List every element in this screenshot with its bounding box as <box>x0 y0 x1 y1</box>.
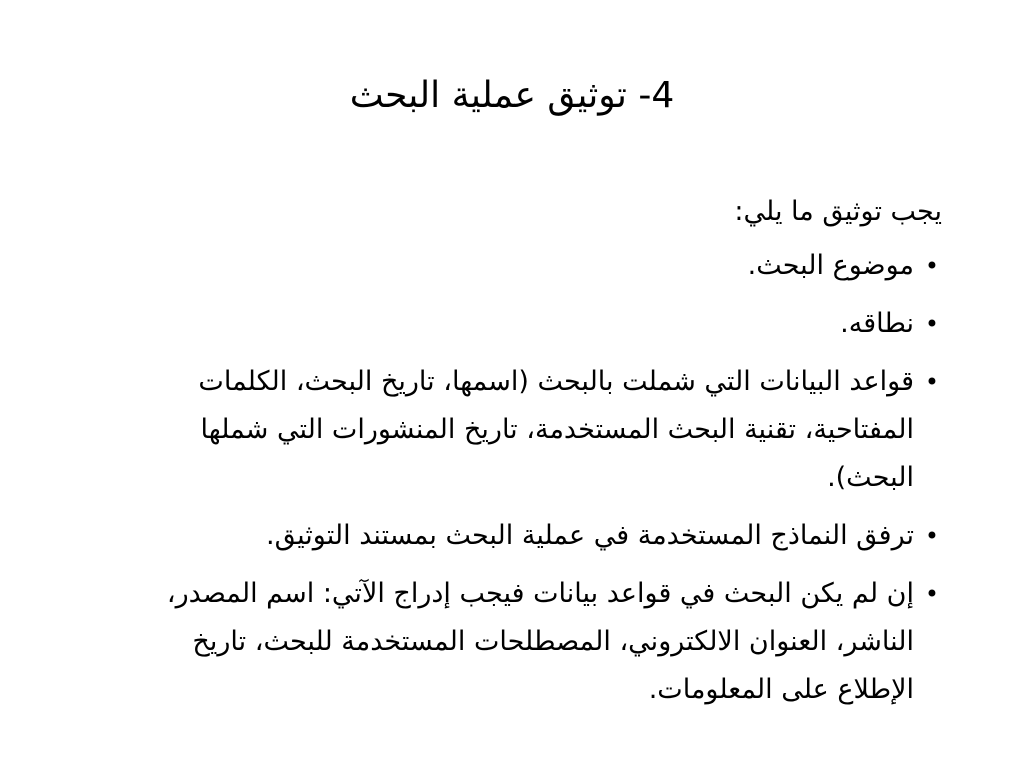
bullet-text: ترفق النماذج المستخدمة في عملية البحث بمستند التوثيق. <box>266 520 914 551</box>
bullet-icon: • <box>924 252 940 280</box>
slide-title: 4- توثيق عملية البحث <box>349 75 675 116</box>
bullet-text: قواعد البيانات التي شملت بالبحث (اسمها، تاريخ البحث، الكلمات المفتاحية، تقنية البحث المستخدمة، تاريخ المنشورات التي شملها البحث). <box>198 366 914 493</box>
bullet-icon: • <box>924 368 940 396</box>
bullet-icon: • <box>924 310 940 338</box>
bullet-item-other-sources <box>122 570 942 714</box>
bullet-text: نطاقه. <box>840 308 914 339</box>
bullet-item-databases <box>122 358 942 502</box>
intro-text: يجب توثيق ما يلي: <box>734 196 942 227</box>
bullet-text: إن لم يكن البحث في قواعد بيانات فيجب إدراج الآتي: اسم المصدر، الناشر، العنوان الالكتروني، المصطلحات المستخدمة للبحث، تاريخ الإطلاع على المعلومات. <box>166 578 914 705</box>
bullet-text: موضوع البحث. <box>747 250 914 281</box>
bullet-item-forms <box>122 512 942 560</box>
bullet-icon: • <box>924 580 940 608</box>
bullet-icon: • <box>924 522 940 550</box>
slide-content <box>122 188 942 724</box>
bullet-item-scope <box>122 300 942 348</box>
bullet-item-topic <box>122 242 942 290</box>
bullet-list <box>122 242 942 714</box>
